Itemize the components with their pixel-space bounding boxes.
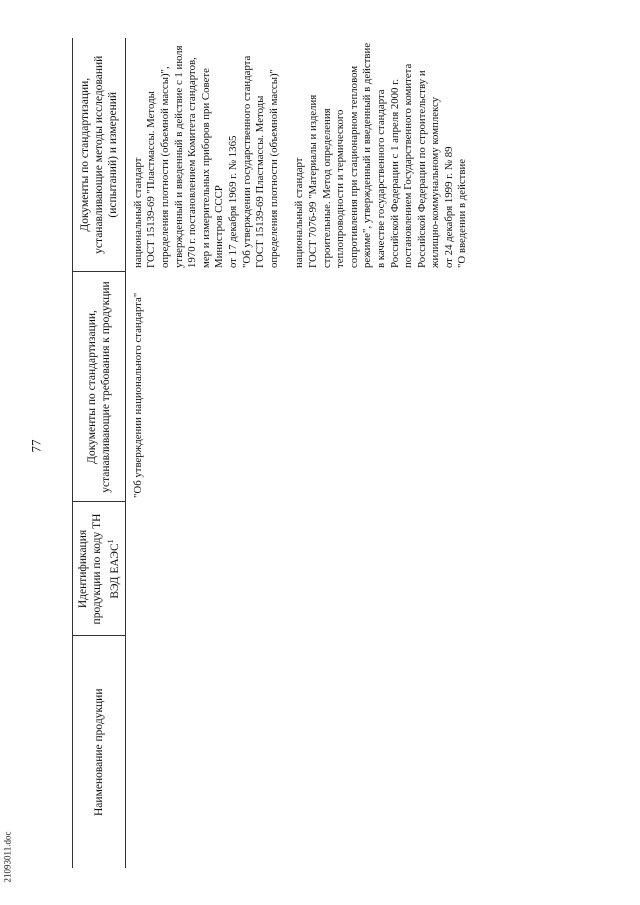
requirement-doc-text: "Об утверждении национального стандарта" xyxy=(131,292,144,498)
cell-product-name xyxy=(125,636,470,868)
header-footnote-mark: 1 xyxy=(106,539,115,544)
documents-table xyxy=(72,38,470,868)
header-requirement-docs: Документы по стандартизации, устанавливающие требования к продукции xyxy=(73,272,126,502)
cell-tn-ved-code xyxy=(125,502,470,636)
cell-method-docs xyxy=(125,38,470,272)
header-product-name: Наименование продукции xyxy=(73,636,126,868)
table-row xyxy=(125,38,470,868)
header-tn-ved-code xyxy=(73,502,126,636)
footer-filename: 21093011.doc xyxy=(2,831,13,883)
method-doc-gost-7076: национальный стандарт ГОСТ 7076-99 "Материалы и изделия строительные. Метод определения теплопроводности и термического сопротивления при стационарном тепловом режиме", утвержденный и введенный в действие в качестве государственного стандарта Российской Федерации с 1 апреля 2000 г. постановлением Государственного комитета Российской Федерации по строительству и жилищно-коммунальному комплексу от 24 декабря 1999 г. № 89 "О введении в действие xyxy=(293,42,469,268)
page-number: 77 xyxy=(28,439,44,453)
header-tn-ved-code-text: Идентификация продукции по коду ТН ВЭД ЕАЭС xyxy=(77,513,121,625)
cell-requirement-docs xyxy=(125,272,470,502)
method-doc-gost-15139: национальный стандарт ГОСТ 15139-69 "Пластмассы. Методы определения плотности (объемной массы)", утвержденный и введенный в действие с 1 июля 1970 г. постановлением Комитета стандартов, мер и измерительных приборов при Совете Министров СССР от 17 декабря 1969 г. № 1365 "Об утверждении государственного стандарта ГОСТ 15139-69 Пластмассы. Методы определения плотности (объемной массы)" xyxy=(131,45,280,268)
header-method-docs: Документы по стандартизации, устанавливающие методы исследований (испытаний) и измерений xyxy=(73,38,126,272)
table-header-row xyxy=(73,38,126,868)
